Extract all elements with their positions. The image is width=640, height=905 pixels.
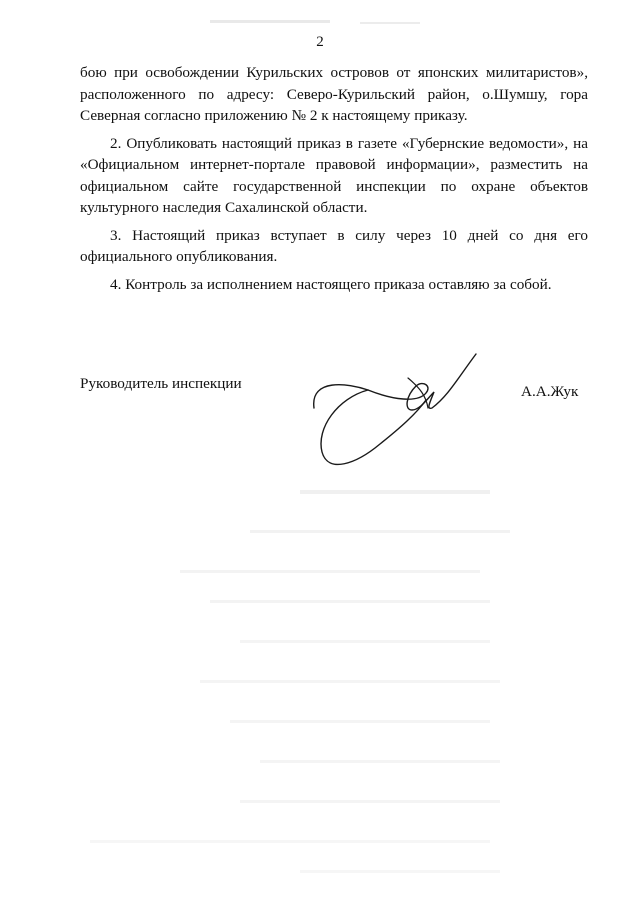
signatory-role: Руководитель инспекции: [80, 375, 242, 392]
paragraph-continuation: бою при освобождении Курильских островов от японских милитаристов», расположенного по адресу: Северо-Курильский район, о.Шумшу, гора Северная согласно приложению № 2 к настоящему приказу.: [80, 64, 588, 124]
paragraph-item-4: 4. Контроль за исполнением настоящего приказа оставляю за собой.: [110, 275, 552, 293]
handwritten-signature: [308, 348, 488, 478]
document-body: [80, 62, 588, 295]
paragraph-item-2: 2. Опубликовать настоящий приказ в газете «Губернские ведомости», на «Официальном интернет-портале правовой информации», разместить на официальном сайте государственной инспекции по охране объектов культурного наследия Сахалинской области.: [80, 134, 588, 216]
paragraph-item-3: 3. Настоящий приказ вступает в силу через 10 дней со дня его официального опубликования.: [80, 226, 588, 265]
signatory-name: А.А.Жук: [521, 383, 579, 400]
page-number: 2: [316, 34, 324, 50]
